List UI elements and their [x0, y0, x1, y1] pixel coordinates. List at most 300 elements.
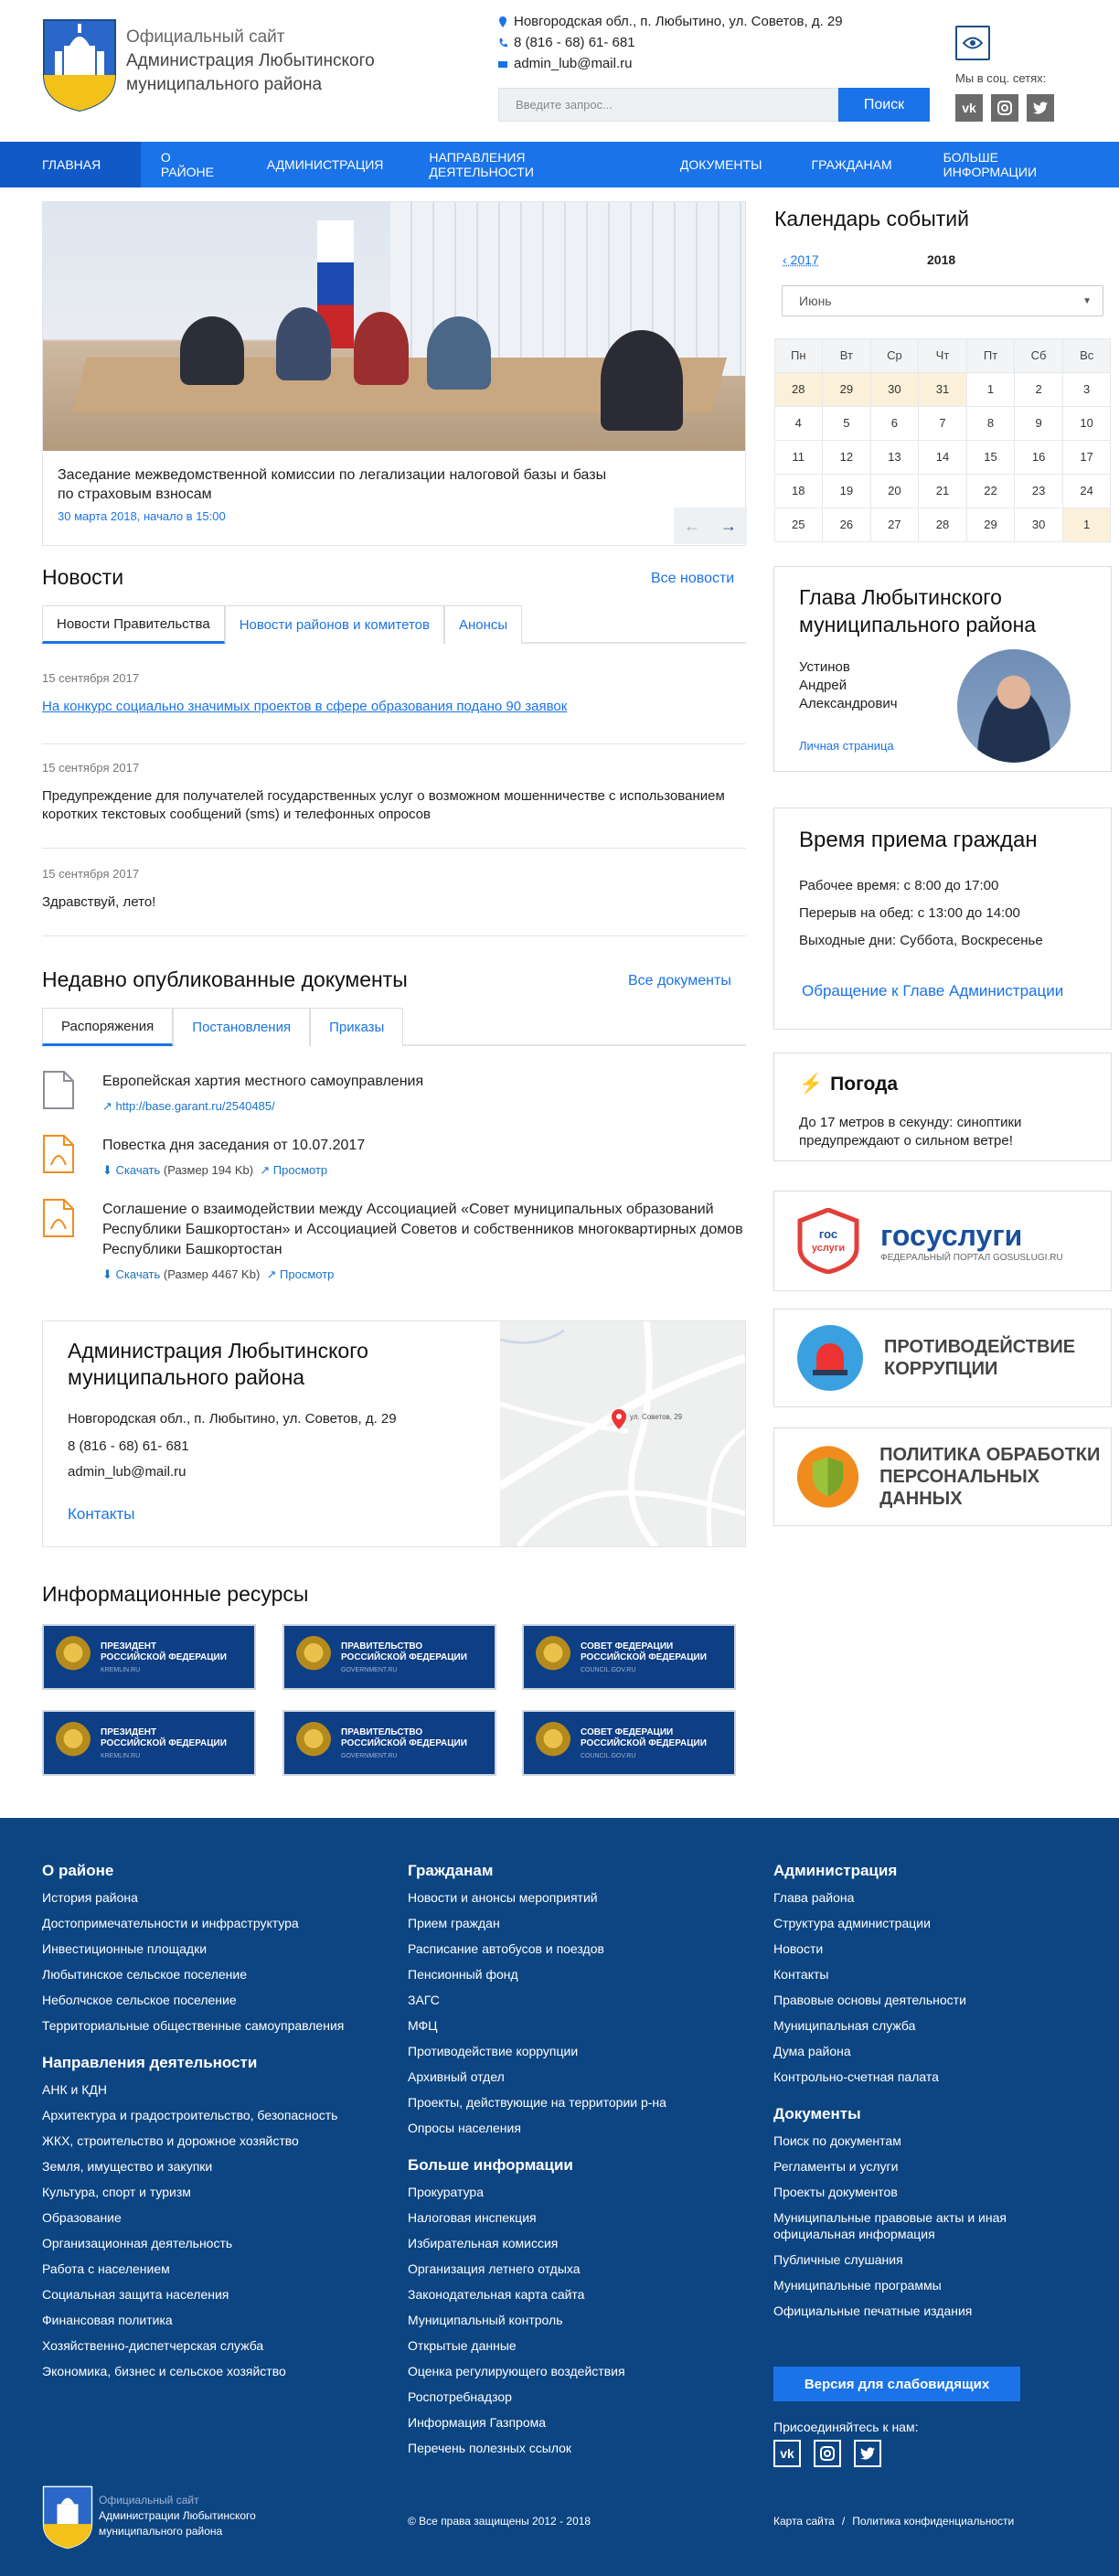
- footer-link[interactable]: Любытинское сельское поселение: [42, 1967, 247, 1982]
- footer-link[interactable]: Проекты документов: [773, 2185, 898, 2199]
- head-name-line3: Александрович: [799, 696, 898, 711]
- phone-icon: [498, 37, 507, 48]
- phone-row: [498, 32, 843, 53]
- nav-item-administration[interactable]: АДМИНИСТРАЦИЯ: [266, 157, 384, 172]
- contact-title: Администрация Любытинского муниципального района: [68, 1339, 368, 1389]
- calendar-day[interactable]: 2: [1014, 372, 1063, 407]
- resource-banner[interactable]: [282, 1624, 496, 1690]
- map-pin-icon: [612, 1409, 626, 1429]
- gosuslugi-text: [880, 1220, 1063, 1263]
- footer-link[interactable]: Хозяйственно-диспетчерская служба: [42, 2338, 264, 2353]
- resource-banner[interactable]: [522, 1710, 736, 1776]
- join-label: Присоединяйтесь к нам:: [773, 2420, 919, 2434]
- calendar-day[interactable]: 30: [1014, 508, 1063, 542]
- footer-link[interactable]: Неболчское сельское поселение: [42, 1993, 237, 2007]
- weekday-header: Ср: [870, 338, 920, 373]
- calendar-day[interactable]: 25: [774, 508, 824, 542]
- banner-site: KREMLIN.RU: [101, 1666, 141, 1673]
- banner-line2: РОССИЙСКОЙ ФЕДЕРАЦИИ: [581, 1651, 707, 1662]
- svg-text:услуги: услуги: [811, 1243, 846, 1254]
- footer-link[interactable]: Проекты, действующие на территории р-на: [408, 2095, 666, 2110]
- news-link[interactable]: Здравствуй, лето!: [42, 894, 156, 910]
- footer-links: [773, 1889, 1048, 2085]
- event-slider: [42, 201, 746, 546]
- calendar-day[interactable]: 20: [870, 474, 920, 508]
- emblem-icon: [55, 1722, 91, 1764]
- main-nav: [0, 142, 1119, 187]
- nav-item-activities[interactable]: НАПРАВЛЕНИЯ ДЕЯТЕЛЬНОСТИ: [429, 150, 534, 179]
- site-name[interactable]: [126, 26, 400, 97]
- calendar-day[interactable]: 16: [1014, 440, 1063, 475]
- calendar-day[interactable]: 10: [1062, 406, 1112, 441]
- footer-link[interactable]: Новости и анонсы мероприятий: [408, 1890, 598, 1905]
- footer-site-name: [99, 2493, 282, 2539]
- nav-item-home[interactable]: ГЛАВНАЯ: [0, 142, 141, 187]
- month-select-value: Июнь: [799, 294, 832, 308]
- footer-link[interactable]: Расписание автобусов и поездов: [408, 1941, 604, 1956]
- site-name-line2: Администрация Любытинского: [126, 51, 375, 70]
- search-button[interactable]: Поиск: [838, 88, 930, 122]
- footer-link[interactable]: Организационная деятельность: [42, 2236, 233, 2250]
- footer-link[interactable]: Работа с населением: [42, 2261, 170, 2276]
- doc-view-link[interactable]: Просмотр: [280, 1267, 335, 1281]
- calendar-day[interactable]: 11: [774, 440, 824, 475]
- footer-link[interactable]: Муниципальные программы: [773, 2278, 942, 2293]
- personal-data-line1: ПОЛИТИКА ОБРАБОТКИ: [879, 1445, 1101, 1465]
- header-phone[interactable]: 8 (816 - 68) 61- 681: [514, 35, 635, 50]
- personal-data-banner[interactable]: [773, 1427, 1112, 1526]
- doc-item: [42, 1198, 755, 1289]
- footer-link[interactable]: Дума района: [773, 2044, 851, 2058]
- sitemap-link[interactable]: Карта сайта: [773, 2515, 835, 2528]
- contact-address: Новгородская обл., п. Любытино, ул. Советов, д. 29: [68, 1411, 397, 1427]
- footer-link[interactable]: Прокуратура: [408, 2185, 485, 2199]
- footer-heading: О районе: [42, 1862, 114, 1879]
- head-personal-page-link[interactable]: Личная страница: [799, 739, 894, 753]
- doc-meta: [102, 1099, 275, 1114]
- reception-work-hours: Рабочее время: с 8:00 до 17:00: [799, 878, 999, 893]
- personal-data-text: [879, 1444, 1111, 1510]
- footer-link[interactable]: Налоговая инспекция: [408, 2210, 537, 2225]
- calendar-day[interactable]: 19: [822, 474, 871, 508]
- emblem-icon: [295, 1722, 332, 1764]
- footer-heading: Администрация: [773, 1862, 898, 1879]
- calendar-day[interactable]: 23: [1014, 474, 1063, 508]
- footer-link[interactable]: Противодействие коррупции: [408, 2044, 579, 2058]
- docs-title: Недавно опубликованные документы: [42, 967, 408, 991]
- tab-orders[interactable]: Распоряжения: [42, 1008, 173, 1046]
- all-docs-link[interactable]: Все документы: [628, 973, 731, 989]
- footer-heading: Документы: [773, 2105, 861, 2122]
- news-item: [42, 761, 746, 849]
- personal-data-line2: ПЕРСОНАЛЬНЫХ ДАННЫХ: [879, 1467, 1040, 1509]
- nav-item-documents[interactable]: ДОКУМЕНТЫ: [679, 157, 762, 172]
- footer-link[interactable]: Архитектура и градостроительство, безопасность: [42, 2108, 338, 2122]
- emblem-icon: [55, 1636, 91, 1678]
- news-date: 15 сентября 2017: [42, 671, 140, 685]
- slider-prev-arrow-icon[interactable]: ←: [674, 508, 710, 544]
- anticorruption-text: [884, 1336, 1075, 1380]
- footer-link[interactable]: Открытые данные: [408, 2338, 517, 2353]
- tab-resolutions[interactable]: Постановления: [173, 1008, 310, 1046]
- weather-text[interactable]: До 17 метров в секунду: синоптики предупреждают о сильном ветре!: [799, 1115, 1022, 1149]
- footer-link[interactable]: Прием граждан: [408, 1916, 500, 1930]
- search-input[interactable]: [498, 88, 838, 122]
- contact-block: [42, 1320, 746, 1547]
- footer-link[interactable]: Регламенты и услуги: [773, 2159, 899, 2174]
- calendar-day[interactable]: 7: [918, 406, 967, 441]
- footer-col-citizens: [408, 1862, 737, 2465]
- footer-link[interactable]: Земля, имущество и закупки: [42, 2159, 213, 2174]
- all-news-link[interactable]: Все новости: [651, 571, 735, 586]
- slider-caption[interactable]: Заседание межведомственной комиссии по легализации налоговой базы и базы по страховым взносам: [58, 467, 607, 502]
- footer-link[interactable]: Муниципальная служба: [773, 2018, 916, 2033]
- tab-decrees[interactable]: Приказы: [310, 1008, 403, 1046]
- footer-link[interactable]: Муниципальные правовые акты и иная официальная информация: [773, 2210, 1007, 2241]
- weather-title: [799, 1074, 898, 1096]
- footer-links: [773, 2132, 1048, 2319]
- address-row: [498, 11, 843, 32]
- nav-item-citizens[interactable]: ГРАЖДАНАМ: [811, 157, 892, 172]
- footer-links: [42, 1889, 353, 2034]
- footer-link[interactable]: Муниципальный контроль: [408, 2313, 563, 2327]
- link-icon: ↗: [102, 1099, 116, 1113]
- calendar-title: Календарь событий: [774, 207, 969, 230]
- resources-title: Информационные ресурсы: [42, 1582, 309, 1606]
- resource-banner[interactable]: [42, 1710, 256, 1776]
- footer-heading: Гражданам: [408, 1862, 494, 1879]
- contacts-link[interactable]: Контакты: [68, 1505, 135, 1523]
- svg-text:гос: гос: [818, 1227, 838, 1241]
- event-photo[interactable]: [43, 202, 745, 451]
- footer-link[interactable]: Социальная защита населения: [42, 2287, 229, 2302]
- header-social: [955, 94, 1054, 122]
- calendar-day[interactable]: 4: [774, 406, 824, 441]
- slider-next-arrow-icon[interactable]: →: [710, 508, 747, 544]
- head-block: [773, 566, 1112, 772]
- footer-logo[interactable]: [42, 2485, 93, 2549]
- reception-lunch: Перерыв на обед: с 13:00 до 14:00: [799, 905, 1020, 921]
- doc-view-link[interactable]: Просмотр: [272, 1163, 328, 1177]
- footer-link[interactable]: История района: [42, 1890, 138, 1905]
- footer-link[interactable]: ЖКХ, строительство и дорожное хозяйство: [42, 2133, 299, 2148]
- weather-block: [773, 1053, 1112, 1161]
- mail-icon: [498, 59, 507, 69]
- weekday-header: Пт: [966, 338, 1016, 373]
- footer-social: [773, 2440, 881, 2467]
- view-icon: ↗: [256, 1163, 273, 1177]
- social-label: Мы в соц. сетях:: [955, 71, 1047, 85]
- banner-line1: ПРАВИТЕЛЬСТВО: [341, 1726, 423, 1737]
- footer-link[interactable]: Глава района: [773, 1890, 855, 1905]
- map[interactable]: [500, 1321, 745, 1546]
- copyright: © Все права защищены 2012 - 2018: [408, 2515, 591, 2528]
- contact-email[interactable]: admin_lub@mail.ru: [68, 1464, 186, 1480]
- news-date: 15 сентября 2017: [42, 761, 140, 775]
- calendar-grid: [774, 338, 1111, 541]
- tab-government-news[interactable]: Новости Правительства: [42, 605, 225, 644]
- weekday-header: Вт: [822, 338, 871, 373]
- separator: /: [841, 2515, 846, 2528]
- footer-link[interactable]: ЗАГС: [408, 1993, 440, 2007]
- email-row: [498, 53, 843, 74]
- calendar-day[interactable]: 28: [774, 372, 824, 407]
- footer-link[interactable]: Официальные печатные издания: [773, 2303, 973, 2318]
- nav-item-more-info[interactable]: БОЛЬШЕ ИНФОРМАЦИИ: [943, 150, 1038, 179]
- chevron-down-icon: ▼: [1082, 295, 1092, 306]
- file-icon: [42, 1070, 75, 1110]
- footer-link[interactable]: АНК и КДН: [42, 2082, 107, 2097]
- calendar-day[interactable]: 1: [966, 372, 1016, 407]
- footer-site-name-line2: Администрации Любытинского: [99, 2509, 256, 2522]
- header-address: Новгородская обл., п. Любытино, ул. Советов, д. 29: [514, 14, 843, 29]
- footer-link[interactable]: Опросы населения: [408, 2121, 521, 2135]
- footer-link[interactable]: Контрольно-счетная палата: [773, 2069, 939, 2084]
- head-title: Глава Любытинского муниципального района: [799, 585, 1037, 636]
- footer-link[interactable]: Культура, спорт и туризм: [42, 2185, 191, 2199]
- month-select[interactable]: [782, 285, 1103, 316]
- banner-site: GOVERNMENT.RU: [341, 1666, 398, 1673]
- coat-of-arms-logo[interactable]: [42, 18, 117, 112]
- tab-announcements[interactable]: Анонсы: [444, 605, 522, 644]
- download-icon: ⬇: [102, 1267, 116, 1281]
- accessibility-eye-button[interactable]: [955, 26, 990, 60]
- calendar-year: 2018: [927, 252, 956, 267]
- banner-text: [101, 1727, 227, 1759]
- accessible-version-button[interactable]: Версия для слабовидящих: [773, 2367, 1020, 2401]
- map-label: ул. Советов, 29: [630, 1413, 683, 1421]
- head-name-line2: Андрей: [799, 678, 847, 693]
- banner-text: [581, 1641, 707, 1673]
- calendar-day[interactable]: 6: [870, 406, 920, 441]
- banner-line1: СОВЕТ ФЕДЕРАЦИИ: [581, 1641, 674, 1651]
- footer-site-name-line1: Официальный сайт: [99, 2494, 199, 2507]
- footer-col-administration: [773, 1862, 1048, 2328]
- emblem-icon: [535, 1722, 571, 1764]
- footer-link[interactable]: Перечень полезных ссылок: [408, 2441, 572, 2455]
- weekday-header: Сб: [1014, 338, 1063, 373]
- docs-tabs: [42, 1008, 746, 1046]
- emblem-icon: [295, 1636, 332, 1678]
- vk-icon[interactable]: vk: [955, 94, 983, 122]
- reception-weekend: Выходные дни: Суббота, Воскресенье: [799, 933, 1043, 948]
- weekday-header: Пн: [774, 338, 824, 373]
- banner-line1: ПРЕЗИДЕНТ: [101, 1726, 157, 1737]
- news-item: [42, 671, 746, 744]
- footer-site-name-line3: муниципального района: [99, 2525, 223, 2538]
- header-email[interactable]: admin_lub@mail.ru: [514, 56, 633, 71]
- calendar-day[interactable]: 18: [774, 474, 824, 508]
- resource-banner[interactable]: [282, 1710, 496, 1776]
- header-contacts: [498, 11, 843, 74]
- vk-icon[interactable]: vk: [773, 2440, 801, 2467]
- header: [0, 0, 1119, 142]
- news-tabs: [42, 605, 746, 644]
- footer-link[interactable]: Инвестиционные площадки: [42, 1941, 208, 1956]
- footer-link[interactable]: Роспотребнадзор: [408, 2389, 512, 2404]
- doc-item: [42, 1134, 755, 1189]
- calendar-day[interactable]: 31: [918, 372, 967, 407]
- siren-icon: [796, 1324, 864, 1392]
- calendar-day[interactable]: 30: [870, 372, 920, 407]
- slider-date: 30 марта 2018, начало в 15:00: [58, 509, 226, 523]
- calendar-day[interactable]: 27: [870, 508, 920, 542]
- calendar-day[interactable]: 28: [918, 508, 967, 542]
- footer-link[interactable]: Контакты: [773, 1967, 829, 1982]
- calendar-day[interactable]: 17: [1062, 440, 1112, 475]
- reception-title: Время приема граждан: [799, 828, 1038, 852]
- news-date: 15 сентября 2017: [42, 867, 140, 881]
- site-name-line3: муниципального района: [126, 75, 323, 94]
- news-item: [42, 867, 746, 936]
- contact-phone[interactable]: 8 (816 - 68) 61- 681: [68, 1438, 189, 1454]
- doc-meta: [102, 1163, 327, 1178]
- head-name: [799, 658, 898, 713]
- footer-link[interactable]: Финансовая политика: [42, 2313, 173, 2327]
- doc-size: (Размер 194 Kb): [163, 1163, 254, 1177]
- calendar-day[interactable]: 29: [966, 508, 1016, 542]
- instagram-icon[interactable]: [814, 2440, 841, 2467]
- gosuslugi-title: [880, 1220, 1063, 1251]
- doc-link[interactable]: http://base.garant.ru/2540485/: [115, 1099, 275, 1113]
- emblem-icon: [535, 1636, 571, 1678]
- instagram-icon[interactable]: [991, 94, 1018, 122]
- banner-line1: ПРАВИТЕЛЬСТВО: [341, 1641, 423, 1651]
- calendar-day[interactable]: 29: [822, 372, 871, 407]
- anticorruption-banner[interactable]: [773, 1309, 1112, 1407]
- calendar-day[interactable]: 9: [1014, 406, 1063, 441]
- download-icon: ⬇: [102, 1163, 116, 1177]
- footer: [0, 1818, 1119, 2576]
- reception-block: [773, 807, 1112, 1030]
- banner-line2: РОССИЙСКОЙ ФЕДЕРАЦИИ: [581, 1737, 707, 1748]
- doc-item: [42, 1070, 755, 1125]
- anticorruption-line1: ПРОТИВОДЕЙСТВИЕ: [884, 1337, 1076, 1357]
- doc-download-link[interactable]: Скачать: [115, 1267, 161, 1281]
- footer-links: [42, 2081, 353, 2379]
- footer-link[interactable]: Оценка регулирующего воздействия: [408, 2364, 625, 2378]
- footer-link[interactable]: Структура администрации: [773, 1916, 931, 1930]
- footer-link[interactable]: Архивный отдел: [408, 2069, 505, 2084]
- calendar-day[interactable]: 14: [918, 440, 967, 475]
- calendar-day[interactable]: 15: [966, 440, 1016, 475]
- calendar-prev-year[interactable]: ‹ 2017: [783, 252, 819, 267]
- site-name-line1: Официальный сайт: [126, 27, 285, 47]
- weather-title-text: Погода: [830, 1074, 899, 1095]
- banner-line2: РОССИЙСКОЙ ФЕДЕРАЦИИ: [341, 1651, 467, 1662]
- banner-text: [581, 1727, 707, 1759]
- view-icon: ↗: [262, 1267, 281, 1281]
- calendar-day[interactable]: 13: [870, 440, 920, 475]
- banner-site: COUNCIL.GOV.RU: [581, 1666, 636, 1673]
- calendar-day[interactable]: 12: [822, 440, 871, 475]
- calendar-day[interactable]: 3: [1062, 372, 1112, 407]
- twitter-icon[interactable]: [1027, 94, 1054, 122]
- gosuslugi-logo-icon: [796, 1208, 860, 1274]
- resource-banner[interactable]: [42, 1624, 256, 1690]
- search-placeholder: Введите запрос...: [516, 98, 613, 112]
- pdf-file-icon: [42, 1134, 75, 1174]
- footer-link[interactable]: Образование: [42, 2210, 122, 2225]
- footer-link[interactable]: Организация летнего отдыха: [408, 2261, 581, 2276]
- footer-links: [408, 1889, 737, 2136]
- news-link[interactable]: На конкурс социально значимых проектов в сфере образования подано 90 заявок: [42, 699, 568, 714]
- footer-link[interactable]: Публичные слушания: [773, 2252, 903, 2267]
- footer-link[interactable]: Правовые основы деятельности: [773, 1993, 966, 2007]
- calendar-day[interactable]: 8: [966, 406, 1016, 441]
- footer-link[interactable]: Избирательная комиссия: [408, 2236, 559, 2250]
- footer-link[interactable]: Экономика, бизнес и сельское хозяйство: [42, 2364, 286, 2378]
- footer-link[interactable]: Пенсионный фонд: [408, 1967, 518, 1982]
- footer-bottom-links: [773, 2515, 1014, 2528]
- banner-line2: РОССИЙСКОЙ ФЕДЕРАЦИИ: [101, 1737, 227, 1748]
- weekday-header: Вс: [1062, 338, 1112, 373]
- banner-site: GOVERNMENT.RU: [341, 1752, 398, 1759]
- footer-link[interactable]: Достопримечательности и инфраструктура: [42, 1916, 299, 1930]
- pdf-file-icon: [42, 1198, 75, 1238]
- doc-title[interactable]: Повестка дня заседания от 10.07.2017: [102, 1138, 366, 1153]
- doc-title[interactable]: Соглашение о взаимодействии между Ассоциацией «Совет муниципальных образований Республики Башкортостан» и Ассоциацией Советов и собственников многоквартирных домов Республики Башкортостан: [102, 1202, 743, 1257]
- banner-line2: РОССИЙСКОЙ ФЕДЕРАЦИИ: [341, 1737, 467, 1748]
- doc-meta: [102, 1267, 334, 1282]
- shield-icon: [796, 1443, 859, 1511]
- footer-link[interactable]: Поиск по документам: [773, 2133, 901, 2148]
- twitter-icon[interactable]: [854, 2440, 881, 2467]
- calendar-day[interactable]: 1: [1062, 508, 1112, 542]
- tab-district-news[interactable]: Новости районов и комитетов: [225, 605, 444, 644]
- footer-link[interactable]: МФЦ: [408, 2018, 438, 2033]
- news-title: Новости: [42, 565, 124, 589]
- calendar-day[interactable]: 5: [822, 406, 871, 441]
- footer-links: [408, 2184, 737, 2456]
- calendar-day[interactable]: 22: [966, 474, 1016, 508]
- location-pin-icon: [498, 16, 507, 27]
- banner-text: [341, 1727, 467, 1759]
- calendar-day[interactable]: 24: [1062, 474, 1112, 508]
- banner-text: [101, 1641, 227, 1673]
- head-name-line1: Устинов: [799, 659, 850, 675]
- footer-heading: Направления деятельности: [42, 2054, 258, 2071]
- gosuslugi-banner[interactable]: [773, 1191, 1112, 1291]
- footer-col-about: [42, 1862, 353, 2389]
- footer-link[interactable]: Территориальные общественные самоуправления: [42, 2018, 345, 2033]
- lightning-icon: ⚡: [799, 1074, 824, 1095]
- privacy-link[interactable]: Политика конфиденциальности: [852, 2515, 1015, 2528]
- footer-link[interactable]: Законодательная карта сайта: [408, 2287, 585, 2302]
- nav-item-about[interactable]: О РАЙОНЕ: [160, 150, 214, 179]
- banner-site: COUNCIL.GOV.RU: [581, 1752, 636, 1759]
- banner-line1: ПРЕЗИДЕНТ: [101, 1641, 157, 1651]
- appeal-link[interactable]: Обращение к Главе Администрации: [802, 982, 1064, 999]
- footer-heading: Больше информации: [408, 2156, 573, 2174]
- weekday-header: Чт: [918, 338, 967, 373]
- footer-link[interactable]: Информация Газпрома: [408, 2415, 547, 2430]
- banner-text: [341, 1641, 467, 1673]
- gosuslugi-title-text: госуслуги: [880, 1218, 1023, 1252]
- calendar-day[interactable]: 21: [918, 474, 967, 508]
- doc-title[interactable]: Европейская хартия местного самоуправления: [102, 1074, 424, 1089]
- banner-line2: РОССИЙСКОЙ ФЕДЕРАЦИИ: [101, 1651, 227, 1662]
- news-link[interactable]: Предупреждение для получателей государственных услуг о возможном мошенничестве с использованием коротких текстовых сообщений (sms) и телефонных опросов: [42, 788, 725, 822]
- anticorruption-line2: КОРРУПЦИИ: [884, 1359, 998, 1379]
- doc-download-link[interactable]: Скачать: [115, 1163, 161, 1177]
- doc-size: (Размер 4467 Kb): [163, 1267, 261, 1281]
- head-photo[interactable]: [957, 649, 1071, 763]
- resource-banner[interactable]: [522, 1624, 736, 1690]
- banner-line1: СОВЕТ ФЕДЕРАЦИИ: [581, 1726, 674, 1737]
- calendar-day[interactable]: 26: [822, 508, 871, 542]
- footer-link[interactable]: Новости: [773, 1941, 824, 1956]
